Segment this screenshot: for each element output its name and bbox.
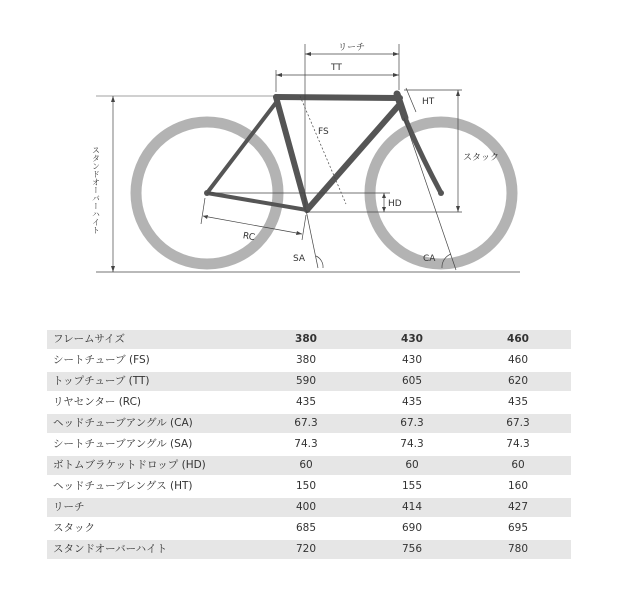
- spec-value: 74.3: [294, 438, 318, 450]
- table-row: [47, 540, 571, 559]
- spec-label: シートチューブ (FS): [53, 354, 150, 366]
- table-row: [47, 477, 571, 496]
- spec-value: 695: [507, 522, 529, 534]
- spec-label: ボトムブラケットドロップ (HD): [47, 456, 253, 475]
- table-row: [47, 498, 571, 517]
- sa-label: SA: [293, 254, 306, 264]
- spec-value: 414: [359, 498, 465, 517]
- spec-value: 460: [507, 354, 529, 366]
- table-row: [47, 393, 571, 412]
- spec-value: 60: [253, 456, 359, 475]
- frame-size-value: 430: [359, 330, 465, 349]
- spec-value: 605: [359, 372, 465, 391]
- table-header-row: [47, 330, 571, 349]
- spec-value: 590: [253, 372, 359, 391]
- spec-value: 67.3: [465, 414, 571, 433]
- tt-label: TT: [331, 63, 342, 73]
- rc-label: RC: [242, 231, 256, 244]
- spec-label: リヤセンター (RC): [53, 396, 142, 408]
- table-row: [47, 456, 571, 475]
- spec-value: 160: [507, 480, 529, 492]
- ht-label: HT: [422, 97, 435, 107]
- frame-size-label: フレームサイズ: [47, 330, 253, 349]
- standover-label: スタンドオーバーハイト: [91, 146, 101, 234]
- spec-value: 67.3: [253, 414, 359, 433]
- spec-value: 756: [359, 540, 465, 559]
- geometry-table: [47, 328, 571, 561]
- spec-value: 690: [401, 522, 423, 534]
- spec-value: 74.3: [506, 438, 530, 450]
- ca-label: CA: [423, 254, 436, 264]
- rc-dim: [203, 216, 302, 234]
- fs-label: FS: [318, 127, 329, 137]
- spec-value: 60: [359, 456, 465, 475]
- spec-value: 155: [401, 480, 423, 492]
- spec-label: リーチ: [47, 498, 253, 517]
- spec-label: スタンドオーバーハイト: [47, 540, 253, 559]
- spec-label: ヘッドチューブアングル (CA): [47, 414, 253, 433]
- spec-value: 435: [295, 396, 317, 408]
- spec-label: シートチューブアングル (SA): [53, 438, 193, 450]
- spec-value: 720: [253, 540, 359, 559]
- frame-size-value: 380: [253, 330, 359, 349]
- spec-value: 60: [465, 456, 571, 475]
- spec-value: 435: [507, 396, 529, 408]
- table-row: [47, 435, 571, 454]
- spec-label: スタック: [53, 522, 95, 534]
- spec-label: ヘッドチューブレングス (HT): [53, 480, 193, 492]
- table-row: [47, 372, 571, 391]
- spec-value: 685: [295, 522, 317, 534]
- spec-value: 74.3: [400, 438, 424, 450]
- chain-stay: [207, 193, 307, 210]
- spec-value: 430: [401, 354, 423, 366]
- spec-label: トップチューブ (TT): [47, 372, 253, 391]
- spec-value: 780: [465, 540, 571, 559]
- spec-value: 150: [295, 480, 317, 492]
- spec-value: 427: [465, 498, 571, 517]
- reach-label: リーチ: [338, 43, 366, 53]
- spec-value: 620: [465, 372, 571, 391]
- top-tube: [276, 97, 400, 98]
- hd-label: HD: [388, 199, 402, 209]
- spec-value: 380: [295, 354, 317, 366]
- ht-dim: [406, 88, 416, 112]
- table-row: [47, 414, 571, 433]
- spec-value: 67.3: [359, 414, 465, 433]
- spec-value: 435: [401, 396, 423, 408]
- frame-size-value: 460: [465, 330, 571, 349]
- front-hub: [438, 190, 444, 196]
- table-row: [47, 351, 571, 370]
- spec-value: 400: [253, 498, 359, 517]
- stack-label: スタック: [463, 153, 500, 163]
- table-row: [47, 519, 571, 538]
